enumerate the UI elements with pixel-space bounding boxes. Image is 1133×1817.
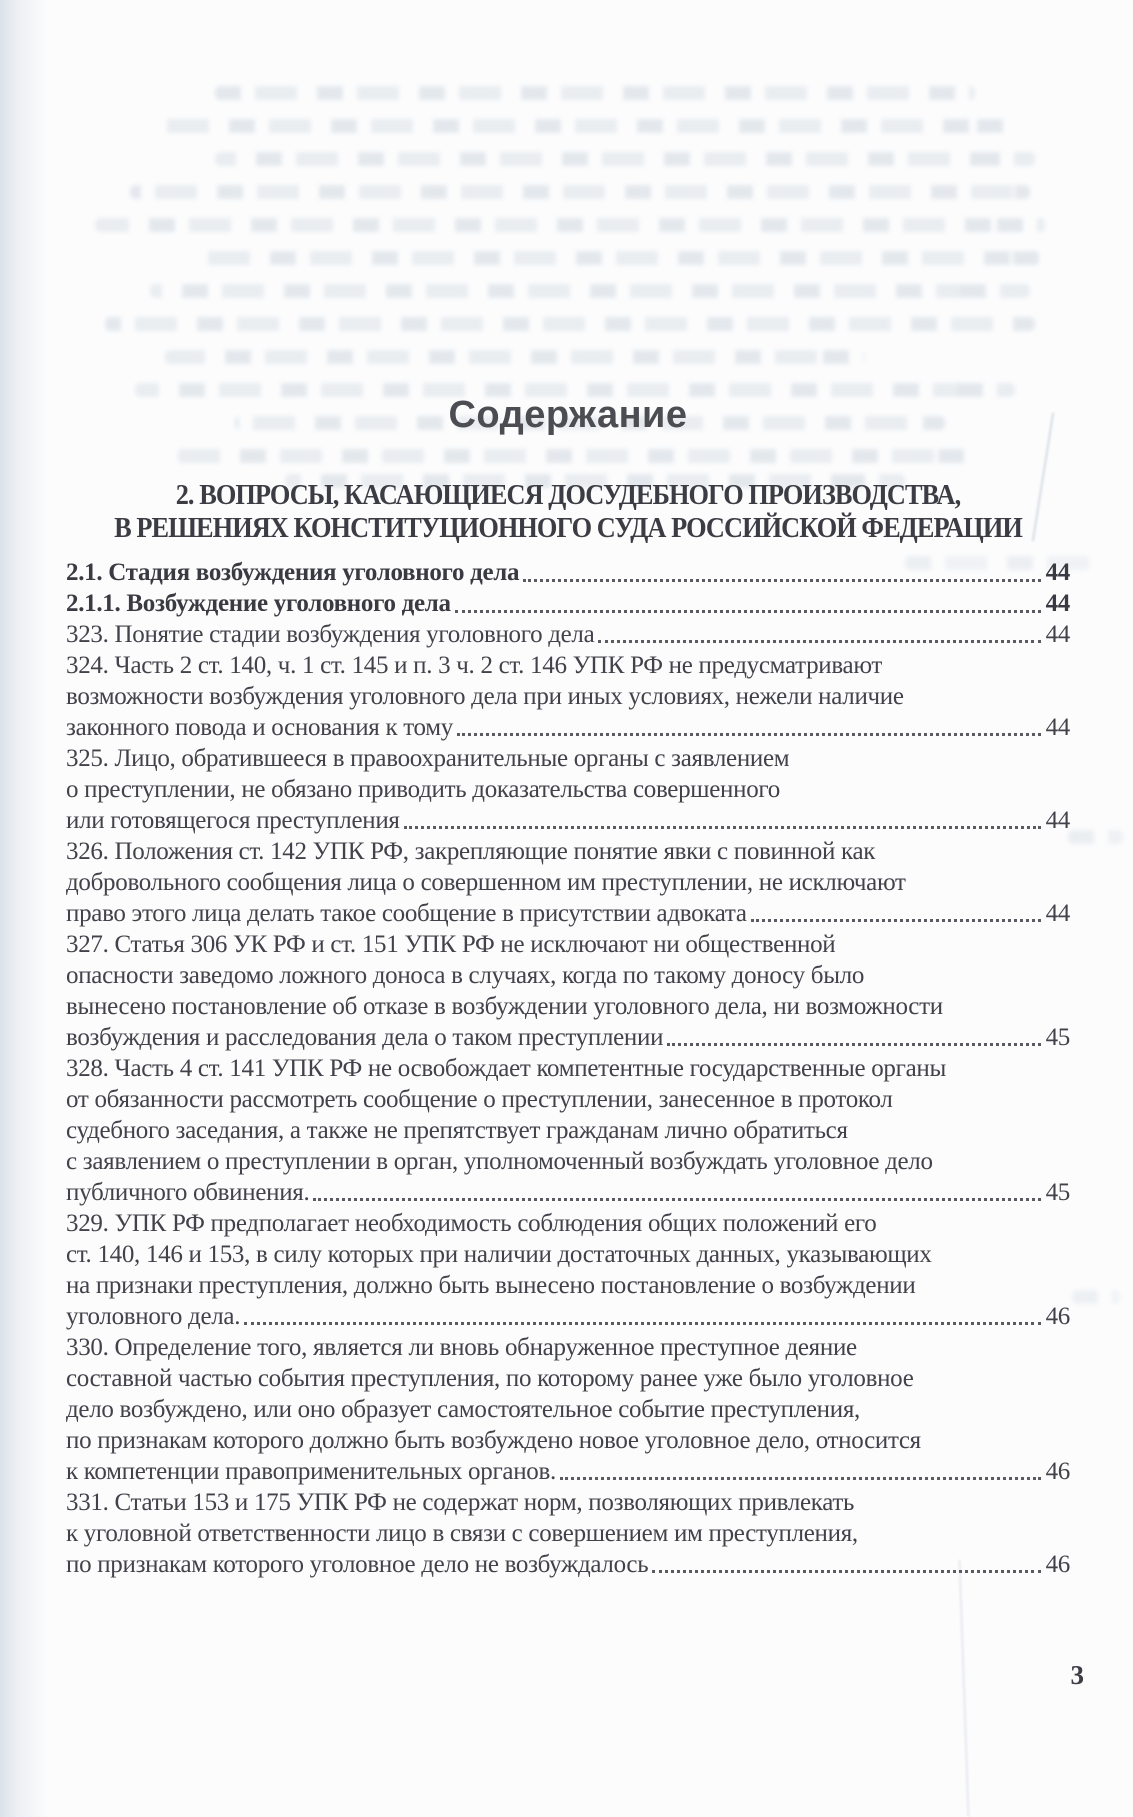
page-number: 3 [1070, 1660, 1084, 1690]
toc-line-text: законного повода и основания к тому [66, 714, 453, 741]
dot-leader [598, 640, 1040, 643]
page-title: Содержание [448, 394, 688, 436]
toc-line-text: к компетенции правоприменительных органов. [66, 1458, 556, 1485]
toc-list [66, 557, 1070, 1580]
dot-leader [523, 579, 1040, 582]
toc-line [66, 1115, 1070, 1146]
crease-line [959, 1560, 970, 1817]
toc-line [66, 960, 1070, 991]
toc-entry [66, 1053, 1070, 1208]
section-heading [96, 479, 1040, 545]
toc-entry [66, 1332, 1070, 1487]
toc-line [66, 1487, 1070, 1518]
toc-entry [66, 619, 1070, 650]
dot-leader [667, 1043, 1040, 1046]
toc-line [66, 588, 1070, 619]
toc-line [66, 1394, 1070, 1425]
toc-line [66, 1518, 1070, 1549]
toc-line-text: по признакам которого уголовное дело не возбуждалось [66, 1551, 649, 1578]
toc-line [66, 1177, 1070, 1208]
toc-entry [66, 743, 1070, 836]
toc-page-number: 46 [1045, 1458, 1070, 1485]
toc-line-text: право этого лица делать такое сообщение в присутствии адвоката [66, 900, 747, 927]
toc-line-text: возбуждения и расследования дела о таком преступлении [66, 1024, 664, 1051]
toc-page-number: 44 [1045, 900, 1070, 927]
toc-line-text: опасности заведомо ложного доноса в случаях, когда по такому доносу было [66, 962, 865, 989]
toc-line-text: 2.1. Стадия возбуждения уголовного дела [66, 559, 520, 586]
dot-leader [751, 919, 1041, 922]
toc-page-number: 44 [1045, 590, 1070, 617]
toc-line-text: с заявлением о преступлении в орган, уполномоченный возбуждать уголовное дело [66, 1148, 933, 1175]
toc-line-text: составной частью события преступления, по которому ранее уже было уголовное [66, 1365, 914, 1392]
bleedthrough-line [1068, 830, 1123, 844]
toc-line-text: от обязанности рассмотреть сообщение о преступлении, занесенное в протокол [66, 1086, 893, 1113]
toc-line-text: 323. Понятие стадии возбуждения уголовного дела [66, 621, 595, 648]
toc-line [66, 929, 1070, 960]
dot-leader [244, 1322, 1040, 1325]
toc-entry [66, 1487, 1070, 1580]
toc-line-text: 329. УПК РФ предполагает необходимость соблюдения общих положений его [66, 1210, 877, 1237]
toc-line [66, 991, 1070, 1022]
toc-line-text: ст. 140, 146 и 153, в силу которых при наличии достаточных данных, указывающих [66, 1241, 932, 1268]
toc-line [66, 1549, 1070, 1580]
toc-line-text: 328. Часть 4 ст. 141 УПК РФ не освобождает компетентные государственные органы [66, 1055, 946, 1082]
scan-edge-shading [0, 0, 48, 1817]
toc-content [66, 0, 1070, 1580]
toc-line [66, 619, 1070, 650]
toc-entry [66, 557, 1070, 588]
dot-leader [652, 1570, 1040, 1573]
toc-line [66, 898, 1070, 929]
toc-page-number: 44 [1045, 807, 1070, 834]
toc-line [66, 1301, 1070, 1332]
toc-entry [66, 588, 1070, 619]
toc-line [66, 774, 1070, 805]
toc-line-text: на признаки преступления, должно быть вынесено постановление о возбуждении [66, 1272, 916, 1299]
toc-line [66, 1270, 1070, 1301]
toc-line [66, 1208, 1070, 1239]
toc-line-text: о преступлении, не обязано приводить доказательства совершенного [66, 776, 780, 803]
toc-line [66, 712, 1070, 743]
toc-line [66, 1425, 1070, 1456]
toc-line-text: 326. Положения ст. 142 УПК РФ, закрепляющие понятие явки с повинной как [66, 838, 876, 865]
toc-page-number: 46 [1045, 1303, 1070, 1330]
toc-line [66, 867, 1070, 898]
toc-line-text: вынесено постановление об отказе в возбуждении уголовного дела, ни возможности [66, 993, 943, 1020]
toc-line [66, 836, 1070, 867]
toc-line-text: 327. Статья 306 УК РФ и ст. 151 УПК РФ не исключают ни общественной [66, 931, 836, 958]
toc-entry [66, 650, 1070, 743]
toc-line [66, 1363, 1070, 1394]
toc-line [66, 1084, 1070, 1115]
toc-line-text: 330. Определение того, является ли вновь обнаруженное преступное деяние [66, 1334, 857, 1361]
toc-line [66, 1022, 1070, 1053]
toc-line [66, 650, 1070, 681]
section-heading-line1: 2. ВОПРОСЫ, КАСАЮЩИЕСЯ ДОСУДЕБНОГО ПРОИЗВОДСТВА, [175, 480, 961, 511]
toc-line-text: к уголовной ответственности лицо в связи с совершением им преступления, [66, 1520, 858, 1547]
toc-page-number: 44 [1045, 621, 1070, 648]
dot-leader [560, 1477, 1041, 1480]
toc-line-text: добровольного сообщения лица о совершенном им преступлении, не исключают [66, 869, 906, 896]
dot-leader [404, 826, 1041, 829]
dot-leader [313, 1198, 1040, 1201]
toc-line [66, 1146, 1070, 1177]
toc-entry [66, 1208, 1070, 1332]
toc-line-text: судебного заседания, а также не препятствует гражданам лично обратиться [66, 1117, 848, 1144]
toc-line-text: 325. Лицо, обратившееся в правоохранительные органы с заявлением [66, 745, 790, 772]
toc-page-number: 46 [1045, 1551, 1070, 1578]
toc-line-text: 2.1.1. Возбуждение уголовного дела [66, 590, 451, 617]
toc-line [66, 557, 1070, 588]
toc-line [66, 805, 1070, 836]
section-heading-line2: В РЕШЕНИЯХ КОНСТИТУЦИОННОГО СУДА РОССИЙСКОЙ ФЕДЕРАЦИИ [114, 513, 1022, 544]
toc-line-text: или готовящегося преступления [66, 807, 400, 834]
toc-line [66, 681, 1070, 712]
toc-page-number: 44 [1045, 714, 1070, 741]
toc-line [66, 743, 1070, 774]
toc-page-number: 45 [1045, 1024, 1070, 1051]
toc-line [66, 1053, 1070, 1084]
bleedthrough-line [1072, 1290, 1120, 1304]
toc-line-text: возможности возбуждения уголовного дела при иных условиях, нежели наличие [66, 683, 904, 710]
toc-line-text: дело возбуждено, или оно образует самостоятельное событие преступления, [66, 1396, 860, 1423]
dot-leader [455, 610, 1041, 613]
toc-page-number: 44 [1045, 559, 1070, 586]
dot-leader [457, 733, 1041, 736]
toc-line-text: 331. Статьи 153 и 175 УПК РФ не содержат норм, позволяющих привлекать [66, 1489, 855, 1516]
toc-line-text: уголовного дела. [66, 1303, 241, 1330]
toc-line-text: по признакам которого должно быть возбуждено новое уголовное дело, относится [66, 1427, 921, 1454]
toc-page-number: 45 [1045, 1179, 1070, 1206]
toc-line-text: 324. Часть 2 ст. 140, ч. 1 ст. 145 и п. 3 ч. 2 ст. 146 УПК РФ не предусматривают [66, 652, 882, 679]
toc-line-text: публичного обвинения. [66, 1179, 310, 1206]
toc-entry [66, 836, 1070, 929]
toc-entry [66, 929, 1070, 1053]
toc-line [66, 1239, 1070, 1270]
toc-line [66, 1456, 1070, 1487]
toc-line [66, 1332, 1070, 1363]
